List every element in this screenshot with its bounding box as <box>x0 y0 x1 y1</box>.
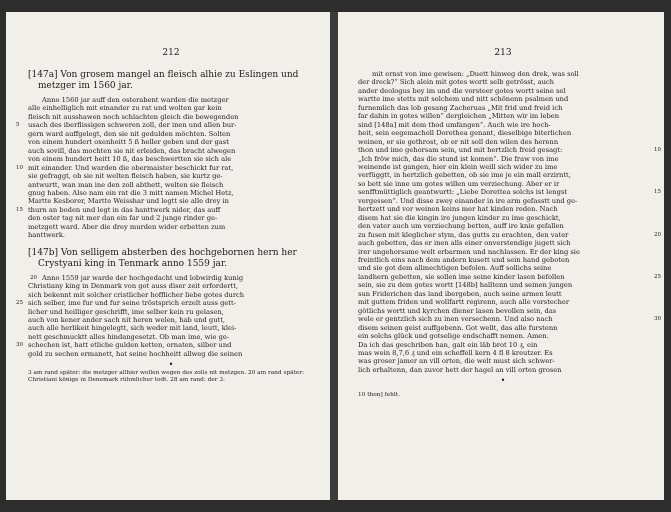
text-line: heit, sein eegemachell Dorethea genant, dieselbige biterlichen <box>358 129 572 138</box>
text-line: alle einhelliglich mit einander zu rat und wolten gar kein <box>28 104 222 113</box>
text-line: Da ich das geschriben han, galt ein läb brot 10 ₰, ein <box>358 340 538 349</box>
section-body-147a <box>16 96 314 240</box>
text-line: licher und heilliger geschrifft, ime selber kein ru gelasen, <box>28 307 224 316</box>
text-line: Martte Kesborer, Martte Weisshar und legtt sie alle drey in <box>28 197 229 206</box>
text-line: auch sovill, das mochten sie nit erleiden, das bracht alwegen <box>28 146 236 155</box>
text-line: „Ich fröw mich, das die stund ist komen“. Die fraw von ime <box>358 154 559 163</box>
text-line: auch von kener ander sach nit heren welen, hab und gutt, <box>28 315 226 324</box>
line-number: 20 <box>654 231 661 238</box>
text-line: irer ungehorsame welt erbarmen und nachlassen. Er der king sie <box>358 247 580 256</box>
text-line: den vater auch um verziechung betten, auff ire knie gefallen <box>358 222 564 231</box>
line-number: 15 <box>16 206 23 213</box>
page-body-213 <box>358 70 661 374</box>
book-gutter <box>330 12 338 500</box>
text-line: sun Friderichen das land ibergeben, auch seine armen leutt <box>358 289 562 298</box>
footnote-right: 10 thon] fehlt. <box>358 392 400 399</box>
text-line: gern ward auffgelegt, den sie nit gedulden möchten. Solten <box>28 129 231 138</box>
text-line: Anno 1559 jar warde der hochgedacht und lobwirdig kunig 20 <box>28 274 314 282</box>
text-line: Anno 1560 jar auff den osterabent warden die metzger <box>42 96 229 104</box>
line-number: 15 <box>654 189 661 196</box>
text-line: antwurtt, wan man ine den zoll abthett, welten sie fleisch <box>28 180 224 189</box>
text-line: und sie got dem allmechtigen befolen. Auff sollichs seine <box>358 264 552 273</box>
text-line: sind [148a] mit dem thod umfangen“. Auch wie ire hoch- <box>358 120 551 129</box>
text-line: sich bekennt mit solcher cristlicher hofflicher liebe gotes durch <box>28 290 245 299</box>
text-line: mas wein 8,7,6 ₰ und ein scheffell kern 4 fl 8 kreutzer. Es <box>358 348 553 357</box>
text-line: sich selber, ime fur und fur seine tröstsprich erzelt auss gett- 25 <box>16 299 236 308</box>
text-line: freintlich eins nach dem andern kusett und sein hand geboten <box>358 255 570 264</box>
footnotes <box>28 370 314 384</box>
text-line: far dahin in gotes willen“ dergleichen „Mitten wir im leben <box>358 112 560 121</box>
text-line: weinende ist gangen, hier ein klein weill sich wider zu ime <box>358 162 558 171</box>
text-line: schechen ist, hatt etliche gulden ketten, ornaten, silber und 30 <box>16 341 232 350</box>
text-line: weinen, er sie gethrost, ob er nit soll den wilen des herenn <box>358 137 559 146</box>
text-line: mit ernst von ime gewisen: „Duett hinweg den drek, was soll <box>372 70 579 78</box>
line-number: 30 <box>654 316 661 323</box>
ornament-dot: • <box>168 360 174 370</box>
footnote: 3 am rand später: die metzger allhier wollen wegen des zolls nit metzgen. 20 am rand später: Christiani könige in Denemark rühmlicher todt. 28 am rand: der 3. <box>28 370 305 384</box>
text-line: auch alle herlikeit hingelegtt, sich weder mit land, leutt, klei- <box>28 324 237 333</box>
text-line: gnug haben. Also nam ein rat die 3 mitt namen Michel Hetz, <box>28 188 234 197</box>
left-page <box>6 12 330 500</box>
text-line: thurn an boden und legt in das hanttwerk nider, das auff 15 <box>16 205 221 214</box>
line-number: 5 <box>16 122 20 129</box>
text-line: lich erhaltenn, dan zuvor hett der hagel an vill orten grosen <box>358 365 562 374</box>
text-line: sie gefraggt, ob sie nit welten fleisch haben, sie kurtz ge- <box>28 172 223 181</box>
text-line: disem seinen geist auffgebenn. Got wellt, das alle furstenn <box>358 323 558 332</box>
page-number-right: 213 <box>494 48 512 58</box>
text-line: von einem hundert heitt 10 ß, das beschwertten sie sich ale <box>28 155 232 164</box>
text-line: mit guttem friden und wollfartt regirenn, auch alle vorstecher <box>358 298 570 307</box>
text-line: thon und ime gehorsam sein, und mit hertzlich freid gesagt: 10 <box>358 146 661 155</box>
line-number: 25 <box>654 273 661 280</box>
right-page <box>338 12 664 500</box>
section-heading-147a: [147a] Von grosem mangel an fleisch alhie zu Eslingen und metzger im 1560 jar. <box>28 70 299 91</box>
text-line: landhern gebetten, sie sollen ime seine kinder lasen befollen 25 <box>358 272 661 281</box>
line-number: 30 <box>16 342 23 349</box>
text-line: Christiany king in Denmark von got auss diser zeit erfordertt, <box>28 282 239 291</box>
text-line: senfftmüttiglich geantwurtt: „Liebe Dorettea solchs ist lengst 15 <box>358 188 661 197</box>
text-line: sein, sie zu dem gotes wortt [148b] halltenn und seinen jungen <box>358 281 573 290</box>
text-line: wartte ime stetts mit solchem und nitt schönenn psalmen und <box>358 95 569 104</box>
text-line: furnemlich das lob gesang Zacheruas „Mit frid und freid ich <box>358 103 563 112</box>
text-line: götlichs wortt und kyrchen diener lasen bevollen sein, das <box>358 306 557 315</box>
text-line: usach des iberflissigen schweren zoll, der inen und allen bur- 5 <box>16 121 237 130</box>
text-line: der dreck?“ Sich alein mit gotes wortt selb getrösst, auch <box>358 78 554 87</box>
ornament-dot-right: • <box>500 376 506 386</box>
text-line: auch gebetten, das er inen alls einer onverstendige jugett sich <box>358 239 571 248</box>
text-line: wele er gentzlich sich zu inen versechenn. Und also nach 30 <box>358 315 661 324</box>
text-line: hanttwerk. <box>28 231 66 240</box>
section-heading-147b: [147b] Von selligem absterben des hochgebornen hern her Crystyani king in Tenmark anno 1559 jar. <box>28 247 297 269</box>
text-line: vergessen“. Und disse zwey einander in ire arm gefasstt und ge- <box>358 196 578 205</box>
text-line: so bett sie inne um gotes willen um verziechung. Aber er ir <box>358 179 560 188</box>
text-line: ander deologus bey im und die vorsteer gotes wortt seine sel <box>358 86 566 95</box>
text-line: ein solchs glück und gotselige endschafft nemen. Amen. <box>358 332 549 341</box>
text-line: metzgett ward. Aber die drey murden wider erbetten zum <box>28 222 226 231</box>
line-number: 20 <box>30 274 37 281</box>
text-line: den oster tag nit mer dan ein far und 2 junge rinder ge- <box>28 214 218 223</box>
section-body-147b <box>16 273 314 359</box>
text-line: was groser jamer an vill orten, die welt must sich schwer- <box>358 357 555 366</box>
line-number: 25 <box>16 300 23 307</box>
text-line: mit einander. Und warden die obermaister beschickt fur rat, 10 <box>16 163 234 172</box>
text-line: verfüggtt, in hertzlich gebetten, ob sie ime je ein mall erzirntt, <box>358 171 571 180</box>
page-number-left: 212 <box>162 48 180 58</box>
text-line: zu fusen mit kleglicher stym, das gutts zu erachten, den vater 20 <box>358 230 661 239</box>
text-line: hertzett und vor weinen keins mer hat kinden reden. Nach <box>358 205 558 214</box>
text-line: nett geschmucktt alles hindangesetzt. Ob man ime, wie ge- <box>28 332 230 341</box>
text-line: fleisch nit ausshawen noch schlachten gleich die bewegenden <box>28 112 239 121</box>
line-number: 10 <box>654 147 661 154</box>
text-line: gold zu sechen ermanett, hat seine hochheitt allweg die seinen <box>28 349 243 358</box>
line-number: 10 <box>16 164 23 171</box>
text-line: disem hat sie die kingin ire jungen kinder zu ime geschickt, <box>358 213 561 222</box>
text-line: von einem hundert oxenheitt 5 ß heller geben und der gast <box>28 138 229 147</box>
